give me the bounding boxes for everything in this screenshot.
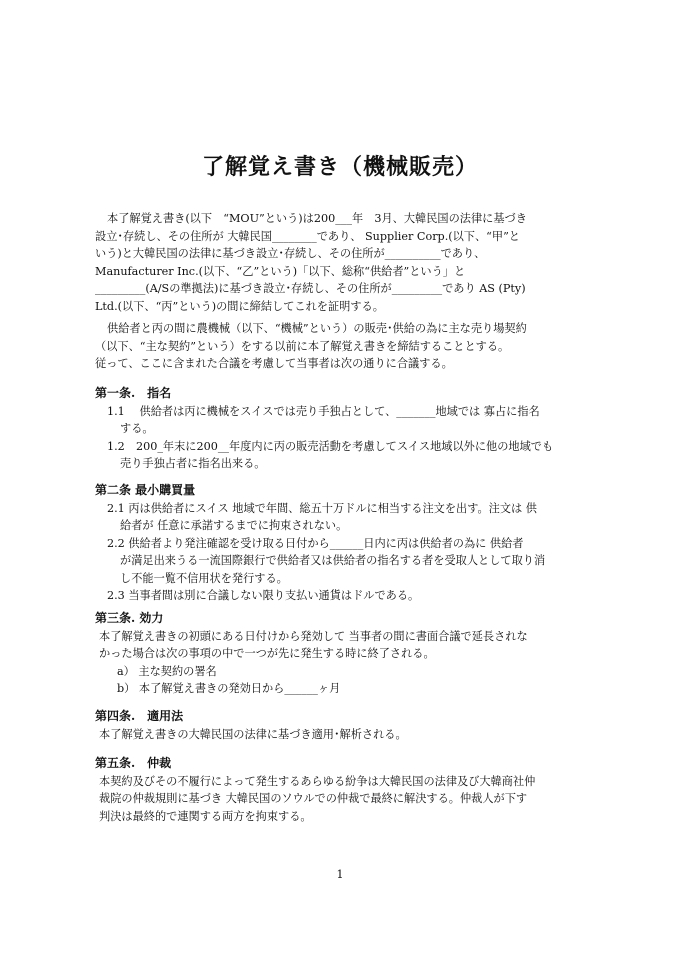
intro-line: 本了解覚え書き(以下 “MOU”という)は200___年 3月、大韓民国の法律に基づき bbox=[107, 212, 527, 225]
article-line: し不能一覧不信用状を発行する。 bbox=[120, 571, 288, 585]
article-line: する。 bbox=[120, 422, 154, 435]
article-line: 2.2 供給者より発注確認を受け取る日付から______日内に丙は供給者の為に 供給者 bbox=[107, 536, 524, 550]
article-line: a） 主な契約の署名 bbox=[117, 664, 217, 678]
intro-line: 設立･存続し、その住所が 大韓民国________であり、 Supplier Corp.(以下、“甲”と bbox=[95, 229, 520, 243]
article-2 bbox=[95, 482, 595, 605]
article-heading: 第一条. 指名 bbox=[95, 386, 172, 400]
article-line: 本了解覚え書きの初頭にある日付けから発効して 当事者の間に書面合議で延長されな bbox=[99, 629, 528, 643]
article-heading: 第三条. 効力 bbox=[95, 611, 164, 625]
article-line: b） 本了解覚え書きの発効日から______ヶ月 bbox=[117, 682, 341, 695]
article-line: 判決は最終的で連関する両方を拘束する。 bbox=[99, 809, 312, 823]
article-line: 裁院の仲裁規則に基づき 大韓民国のソウルでの仲裁で最終に解決する。仲裁人が下す bbox=[99, 792, 528, 805]
intro-paragraph bbox=[95, 210, 595, 315]
article-line: が満足出来うる一流国際銀行で供給者又は供給者の指名する者を受取人として取り消 bbox=[120, 554, 546, 567]
article-line: 本契約及びその不履行によって発生するあらゆる紛争は大韓民国の法律及び大韓商社仲 bbox=[99, 774, 536, 788]
article-line: 1.1 供給者は丙に機械をスイスでは売り手独占として、_______地域では 寡占に指名 bbox=[107, 404, 540, 418]
article-line: 2.3 当事者間は別に合議しない限り支払い通貨はドルである。 bbox=[107, 589, 420, 602]
article-3 bbox=[95, 610, 595, 698]
preamble-line: 従って、ここに含まれた合議を考慮して当事者は次の通りに合議する。 bbox=[95, 357, 453, 370]
intro-line: Manufacturer Inc.(以下、“乙”という)「以下、総称“供給者”という」と bbox=[95, 264, 466, 278]
article-5 bbox=[95, 755, 595, 825]
article-line: 売り手独占者に指名出来る。 bbox=[120, 457, 266, 470]
article-heading: 第五条. 仲裁 bbox=[95, 756, 172, 770]
article-heading: 第二条 最小購買量 bbox=[95, 483, 196, 497]
article-heading: 第四条. 適用法 bbox=[95, 709, 184, 723]
preamble-paragraph bbox=[95, 320, 595, 373]
intro-line: Ltd.(以下、“丙”という)の間に締結してこれを証明する。 bbox=[95, 299, 384, 313]
article-line: 給者が 任意に承諾するまでに拘束されない。 bbox=[120, 519, 348, 532]
article-line: 1.2 200_年末に200__年度内に丙の販売活動を考慮してスイス地域以外に他の地域でも bbox=[107, 439, 554, 453]
document-title: 了解覚え書き（機械販売） bbox=[201, 154, 478, 180]
article-line: かった場合は次の事項の中で一つが先に発生する時に終了される。 bbox=[99, 647, 435, 660]
article-4 bbox=[95, 708, 595, 743]
article-1 bbox=[95, 385, 595, 473]
preamble-line: （以下、“主な契約”という）をする以前に本了解覚え書きを締結することとする。 bbox=[95, 339, 510, 353]
intro-line: いう)と大韓民国の法律に基づき設立･存続し、その住所が__________であり、 bbox=[95, 247, 486, 260]
preamble-line: 供給者と丙の間に農機械（以下、“機械”という）の販売･供給の為に主な売り場契約 bbox=[107, 322, 527, 335]
article-line: 2.1 丙は供給者にスイス 地域で年間、総五十万ドルに相当する注文を出す。注文は 供 bbox=[107, 501, 537, 515]
article-line: 本了解覚え書きの大韓民国の法律に基づき適用･解析される。 bbox=[99, 727, 407, 741]
intro-line: _________(A/Sの準拠法)に基づき設立･存続し、その住所が_________であり AS (Pty) bbox=[95, 282, 526, 295]
page-number: 1 bbox=[336, 868, 344, 881]
